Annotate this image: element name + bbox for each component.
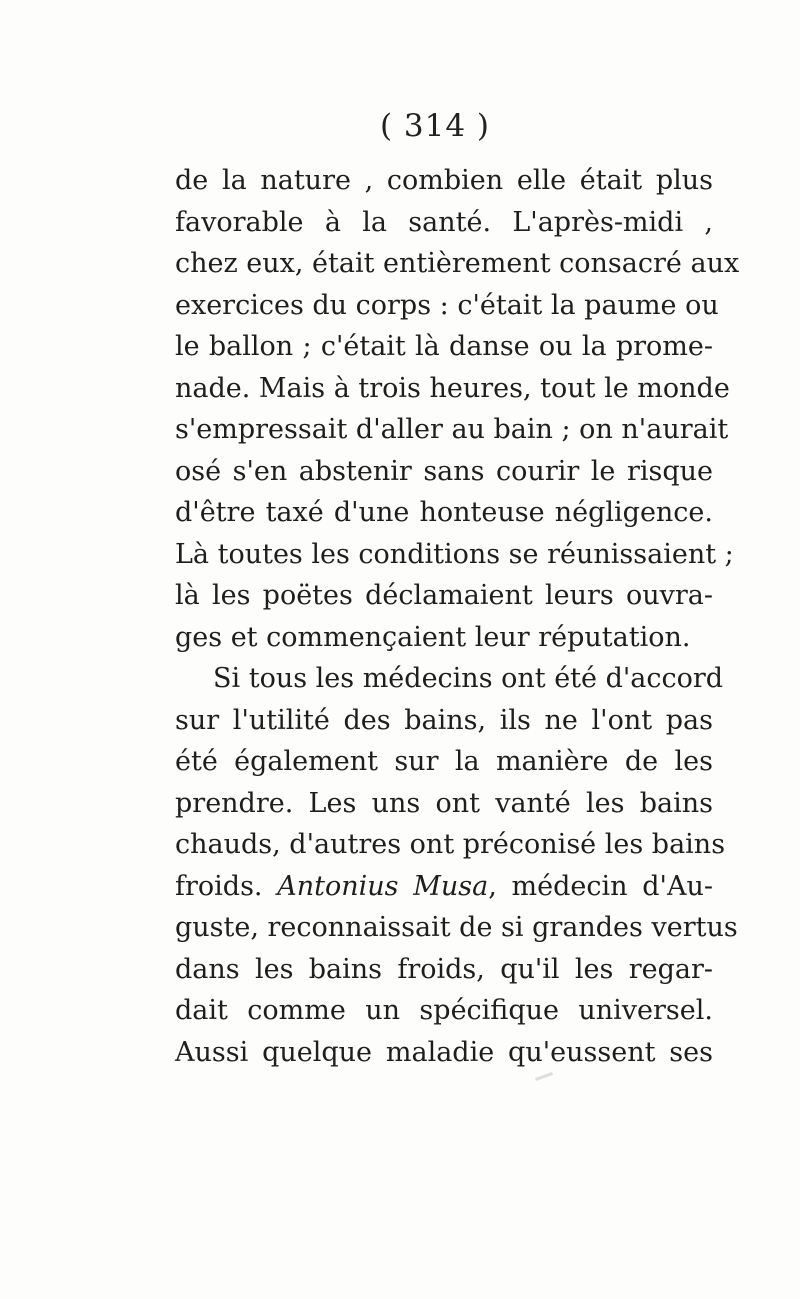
ink-smudge <box>535 1072 553 1081</box>
text-line: Là toutes les conditions se réunissaient ; <box>175 538 734 570</box>
text-line: Aussi quelque maladie qu'eussent ses <box>175 1036 713 1068</box>
text-line: ges et commençaient leur réputation. <box>175 621 691 653</box>
text-line: osé s'en abstenir sans courir le risque <box>175 455 713 487</box>
text-segment: , médecin d'Au- <box>488 870 713 902</box>
text-line: favorable à la santé. L'après-midi , <box>175 206 713 238</box>
text-line: dans les bains froids, qu'il les regar- <box>175 953 713 985</box>
text-line: été également sur la manière de les <box>175 746 713 777</box>
text-line: chez eux, était entièrement consacré aux <box>175 248 740 279</box>
body-text <box>175 160 740 1073</box>
text-line: prendre. Les uns ont vanté les bains <box>175 787 713 819</box>
text-line: exercices du corps : c'était la paume ou <box>175 289 719 321</box>
text-line: de la nature , combien elle était plus <box>175 165 713 196</box>
text-line: chauds, d'autres ont préconisé les bains <box>175 829 726 860</box>
text-line: guste, reconnaissait de si grandes vertus <box>175 912 738 943</box>
text-segment: froids. <box>175 870 263 902</box>
page-number: ( 314 ) <box>379 108 491 144</box>
text-line-with-italic <box>175 866 713 908</box>
italic-name: Antonius Musa <box>277 870 489 902</box>
text-line: s'empressait d'aller au bain ; on n'aurait <box>175 414 729 445</box>
text-line: d'être taxé d'une honteuse négligence. <box>175 497 713 528</box>
text-line: le ballon ; c'était là danse ou la prome- <box>175 331 713 362</box>
text-line: nade. Mais à trois heures, tout le monde <box>175 372 730 404</box>
text-line: sur l'utilité des bains, ils ne l'ont pas <box>175 704 713 736</box>
text-line: là les poëtes déclamaient leurs ouvra- <box>175 580 713 611</box>
paragraph-start-line: Si tous les médecins ont été d'accord <box>213 663 724 694</box>
text-line: dait comme un spécifique universel. <box>175 995 713 1026</box>
